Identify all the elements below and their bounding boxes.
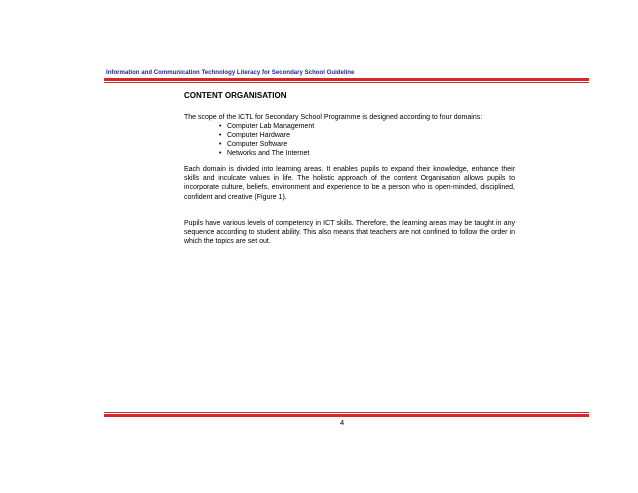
footer-rule-thick	[104, 414, 589, 417]
bullet-icon: •	[219, 123, 222, 130]
domain-list-item	[219, 149, 515, 158]
body-paragraph-competency: Pupils have various levels of competency in ICT skills. Therefore, the learning areas may be taught in any sequence according to student ability. This also means that teachers are not confined to follow the order in which the topics are set out.	[184, 219, 515, 246]
intro-paragraph: The scope of the ICTL for Secondary School Programme is designed according to four domains:	[184, 114, 483, 121]
footer-rule-thin	[104, 412, 589, 413]
domain-list	[184, 122, 515, 158]
domain-list-item	[219, 140, 515, 149]
section-heading: CONTENT ORGANISATION	[184, 91, 287, 100]
body-paragraph-learning-areas: Each domain is divided into learning areas. It enables pupils to expand their knowledge, enhance their skills and inculcate values in life. The holistic approach of the content Organisation allows pupils to incorporate culture, beliefs, environment and experience to be a person who is open-minded, disciplined, confident and creative (Figure 1).	[184, 166, 515, 201]
bullet-icon: •	[219, 150, 222, 157]
header-rule-thick	[104, 78, 589, 81]
domain-label: Computer Lab Management	[227, 123, 315, 130]
domain-label: Computer Software	[227, 141, 288, 148]
page-content	[184, 90, 515, 246]
bullet-icon: •	[219, 141, 222, 148]
page-number: 4	[340, 418, 345, 427]
domain-label: Networks and The Internet	[227, 150, 310, 157]
domain-label: Computer Hardware	[227, 132, 291, 139]
domain-list-item	[219, 122, 515, 131]
header-rule-thin	[104, 82, 589, 83]
domain-list-item	[219, 131, 515, 140]
bullet-icon: •	[219, 132, 222, 139]
document-header-title: Information and Communication Technology Literacy for Secondary School Guideline	[106, 69, 355, 76]
